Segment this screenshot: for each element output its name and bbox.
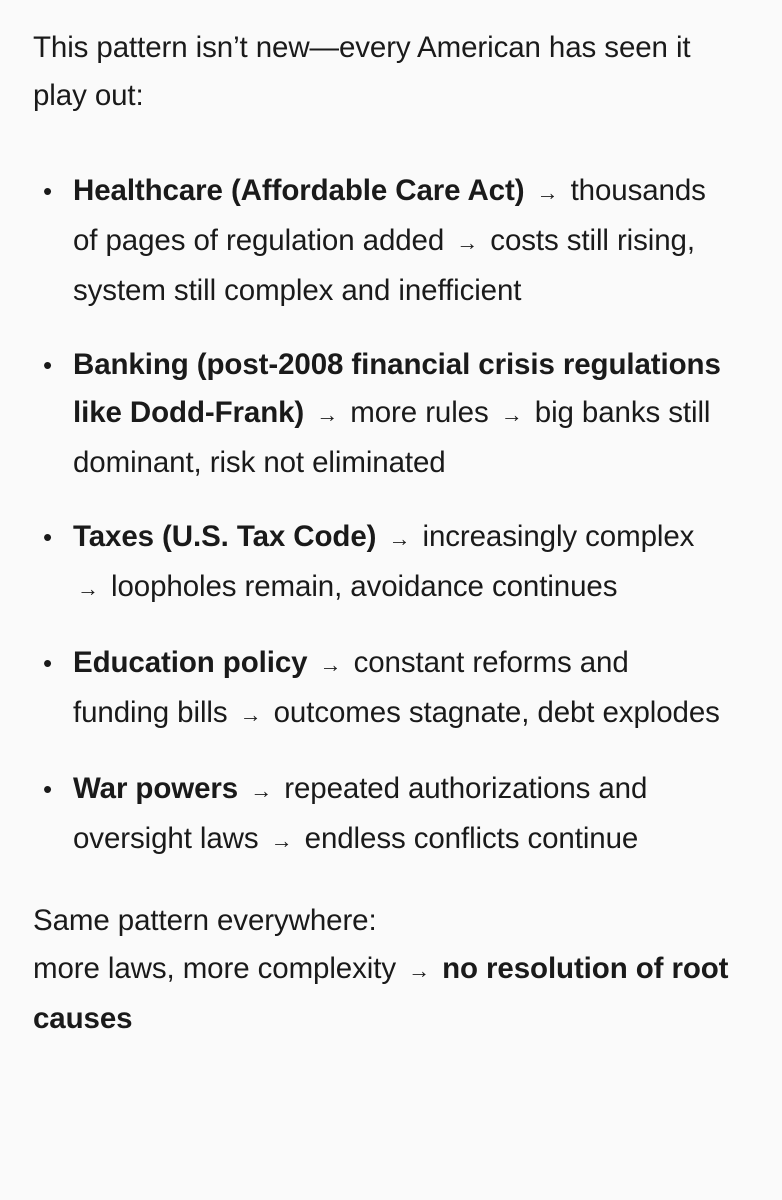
list-item-education [33,639,730,739]
bullet-icon: • [43,648,53,678]
item-action: increasingly complex [422,520,695,553]
arrow-icon: → [388,526,411,551]
summary-conclusion: no resolution of root causes [33,952,729,1035]
list-item-war-powers [33,765,730,865]
item-result: outcomes stagnate, debt explodes [273,696,720,729]
item-topic: Banking (post-2008 financial crisis regulations like Dodd-Frank) [73,348,721,429]
item-result: loopholes remain, avoidance continues [111,570,618,603]
bullet-icon: • [43,350,53,380]
item-topic: Healthcare (Affordable Care Act) [73,174,525,207]
summary-paragraph [33,897,730,1043]
item-action: constant reforms and funding bills [73,646,629,729]
pattern-list [33,167,730,865]
item-result: big banks still dominant, risk not eliminated [73,396,711,479]
arrow-icon: → [536,180,559,205]
item-topic: Education policy [73,646,308,679]
item-result: endless conflicts continue [304,822,639,855]
arrow-icon: → [250,778,273,803]
list-item-taxes [33,513,730,613]
arrow-icon: → [316,402,339,427]
item-action: thousands of pages of regulation added [73,174,706,257]
list-item-healthcare [33,167,730,315]
arrow-icon: → [456,230,479,255]
arrow-icon: → [500,402,523,427]
item-topic: War powers [73,772,239,805]
arrow-icon: → [319,652,342,677]
item-action: more rules [350,396,489,429]
arrow-icon: → [408,958,430,983]
summary-line-2: more laws, more complexity [33,952,396,985]
bullet-icon: • [43,522,53,552]
item-action: repeated authorizations and oversight laws [73,772,648,855]
bullet-icon: • [43,774,53,804]
bullet-icon: • [43,176,53,206]
intro-paragraph: This pattern isn’t new—every American has seen it play out: [33,31,691,112]
item-topic: Taxes (U.S. Tax Code) [73,520,377,553]
arrow-icon: → [239,702,262,727]
list-item-banking [33,341,730,487]
item-result: costs still rising, system still complex and inefficient [73,224,695,307]
summary-line-1: Same pattern everywhere: [33,904,377,937]
arrow-icon: → [270,828,293,853]
arrow-icon: → [77,576,99,601]
